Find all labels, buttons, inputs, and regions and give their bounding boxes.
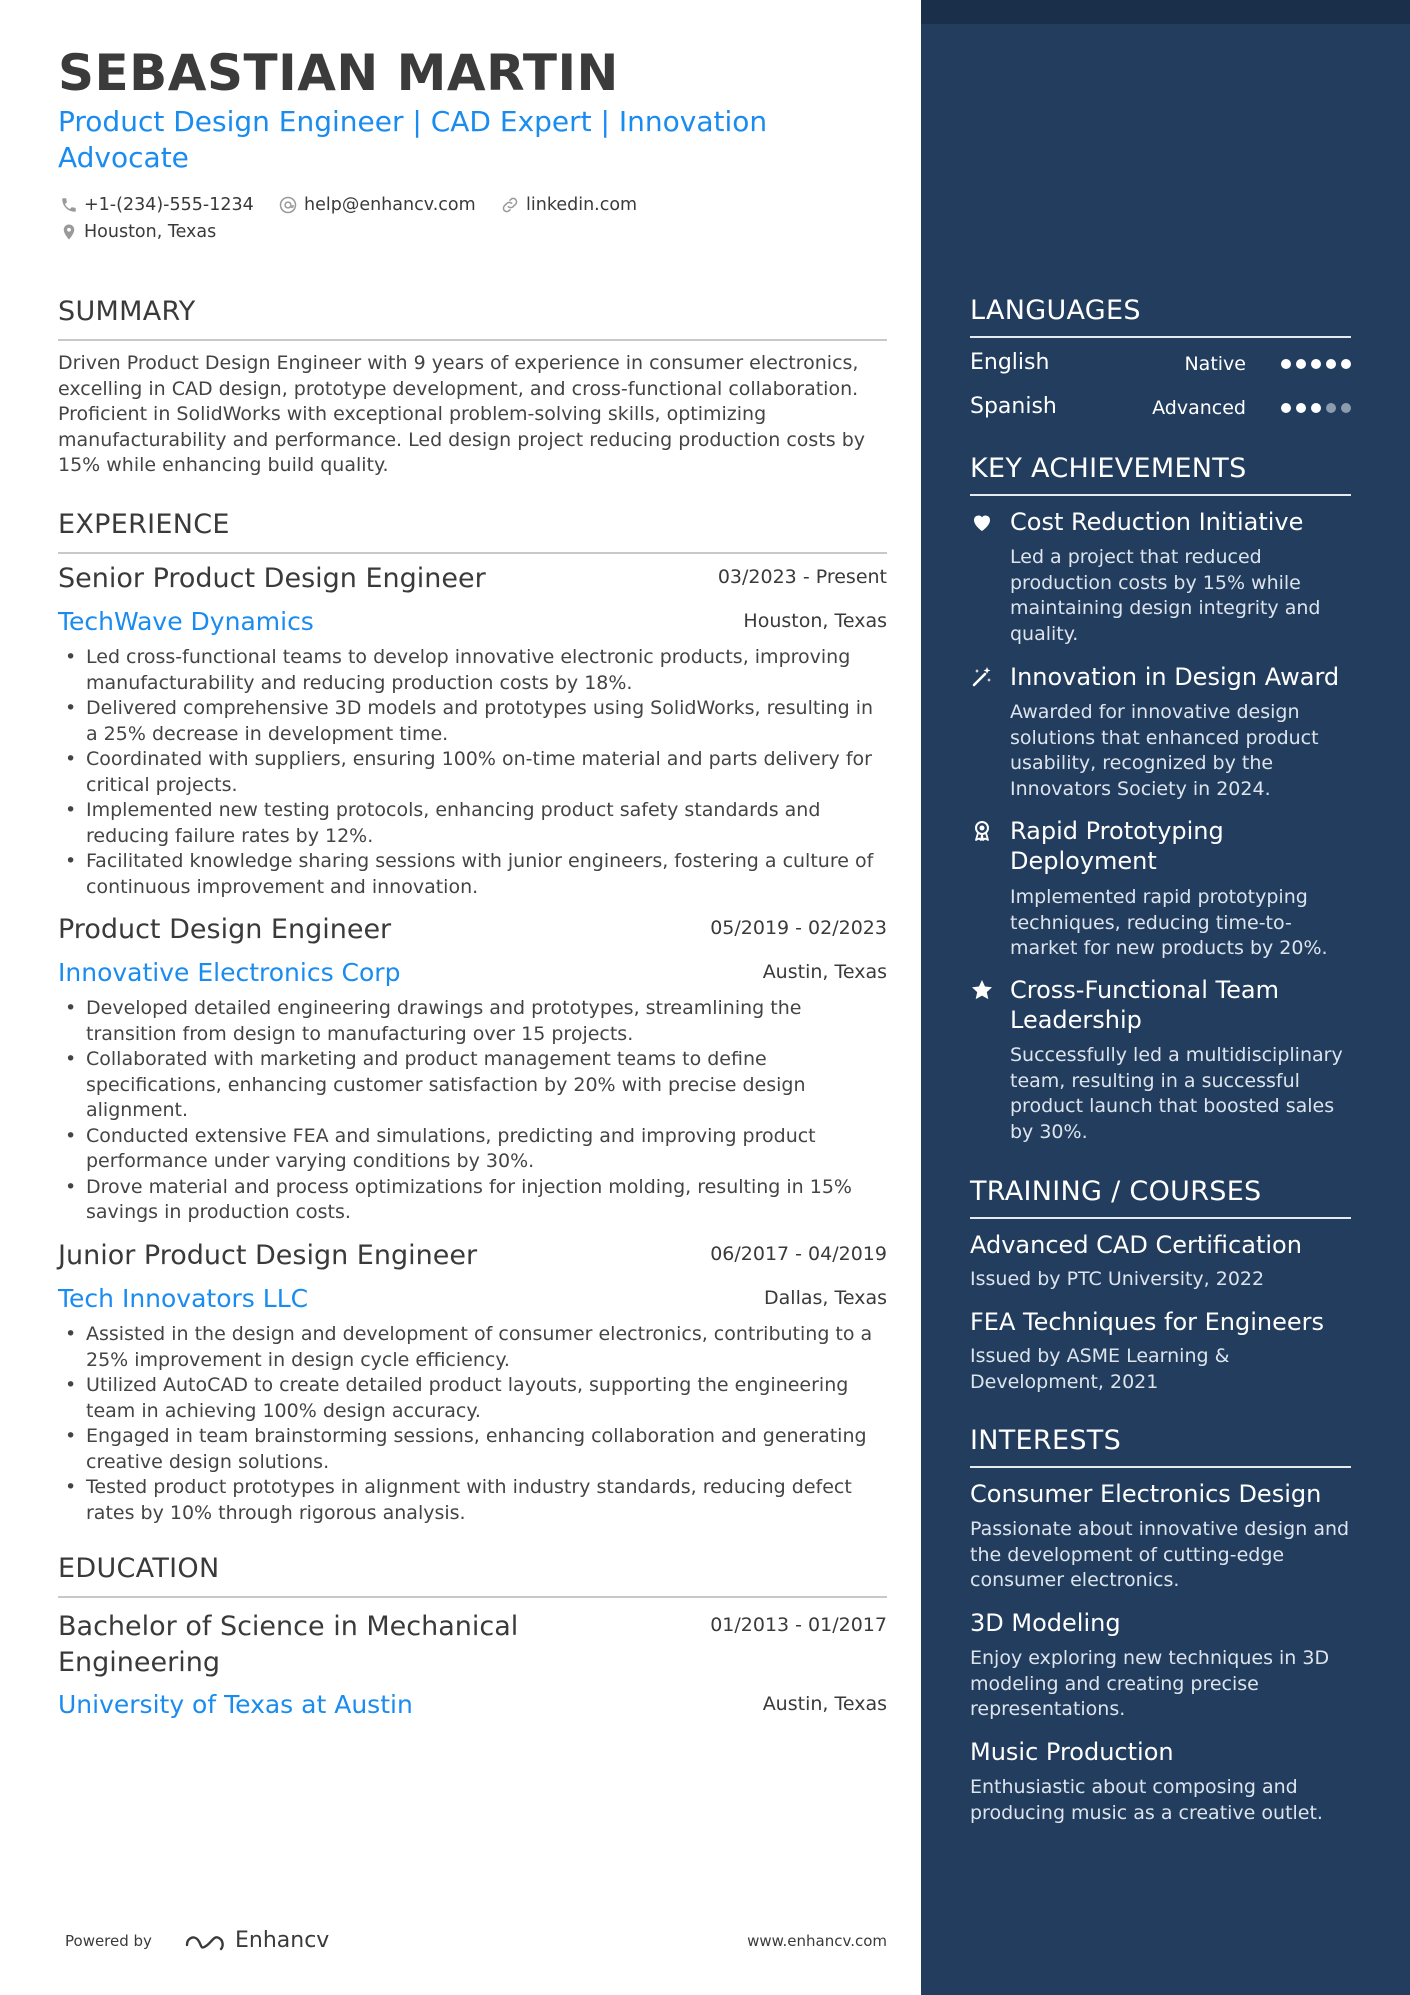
star-icon: [970, 978, 994, 1002]
sidebar: [921, 0, 1410, 1995]
school-name[interactable]: University of Texas at Austin: [58, 1690, 413, 1719]
email-text: help@enhancv.com: [304, 195, 476, 215]
at-icon: [278, 195, 298, 215]
interest-title: Consumer Electronics Design: [970, 1480, 1322, 1508]
job-dates: 06/2017 - 04/2019: [710, 1243, 887, 1265]
language-level: Native: [1184, 353, 1246, 375]
heart-icon: [970, 510, 994, 534]
achievement-desc: Implemented rapid prototyping techniques, reducing time-to-market for new products by 20%.: [1010, 886, 1328, 959]
language-rating: [1281, 403, 1351, 413]
candidate-name: SEBASTIAN MARTIN: [58, 44, 619, 102]
contact-linkedin[interactable]: [500, 195, 637, 215]
experience-heading: EXPERIENCE: [58, 509, 887, 554]
job-location: Houston, Texas: [743, 610, 887, 632]
achievement-title: Cross-Functional Team Leadership: [1010, 976, 1279, 1034]
linkedin-text: linkedin.com: [526, 195, 638, 215]
education-heading: EDUCATION: [58, 1553, 887, 1598]
sidebar-top-strip: [921, 0, 1410, 24]
job-bullets: [58, 645, 887, 900]
rating-dot-filled: [1311, 359, 1321, 369]
location-text: Houston, Texas: [84, 222, 217, 242]
list-item: • Assisted in the design and development of consumer electronics, contributing to a 25% improvement in design cycle efficiency.: [58, 1322, 887, 1373]
interest-desc: Enjoy exploring new techniques in 3D modeling and creating precise representations.: [970, 1647, 1330, 1720]
company-name[interactable]: TechWave Dynamics: [58, 607, 314, 636]
course-title: Advanced CAD Certification: [970, 1231, 1302, 1259]
rating-dot-filled: [1281, 403, 1291, 413]
rating-dot-filled: [1296, 359, 1306, 369]
rating-dot-filled: [1281, 359, 1291, 369]
location-pin-icon: [60, 222, 78, 242]
achievements-heading: KEY ACHIEVEMENTS: [970, 453, 1351, 496]
headline: Product Design Engineer | CAD Expert | Innovation Advocate: [58, 105, 768, 174]
summary-text: Driven Product Design Engineer with 9 years of experience in consumer electronics, excelling in CAD design, prototype development, and cross-functional collaboration. Proficient in SolidWorks with exceptional problem-solving skills, optimizing manufacturability and performance. Led design project reducing production costs by 15% while enhancing build quality.: [58, 352, 866, 476]
list-item: • Delivered comprehensive 3D models and prototypes using SolidWorks, resulting in a 25% decrease in development time.: [58, 696, 887, 747]
education-dates: 01/2013 - 01/2017: [710, 1614, 887, 1636]
degree-title: Bachelor of Science in Mechanical Engineering: [58, 1611, 519, 1678]
rating-dot-empty: [1326, 403, 1336, 413]
list-item: • Led cross-functional teams to develop innovative electronic products, improving manufacturability and reducing production costs by 18%.: [58, 645, 887, 696]
link-icon: [500, 195, 520, 215]
language-row: [970, 394, 1351, 424]
achievement-desc: Awarded for innovative design solutions that enhanced product usability, recognized by the Innovators Society in 2024.: [1010, 701, 1319, 800]
company-name[interactable]: Innovative Electronics Corp: [58, 958, 401, 987]
achievement-title: Cost Reduction Initiative: [1010, 508, 1304, 536]
contact-phone[interactable]: [60, 195, 254, 215]
education-location: Austin, Texas: [762, 1693, 887, 1715]
powered-by-label: Powered by: [65, 1932, 152, 1950]
interest-title: Music Production: [970, 1738, 1174, 1766]
job-location: Dallas, Texas: [764, 1287, 887, 1309]
enhancv-logo-icon: [183, 1929, 229, 1953]
language-row: [970, 350, 1351, 380]
main-column: [58, 0, 887, 1995]
award-ribbon-icon: [970, 819, 994, 843]
list-item: • Conducted extensive FEA and simulations, predicting and improving product performance under varying conditions by 30%.: [58, 1124, 887, 1175]
phone-icon: [60, 196, 78, 214]
contact-email[interactable]: [278, 195, 476, 215]
interests-heading: INTERESTS: [970, 1425, 1351, 1468]
interest-desc: Enthusiastic about composing and producing music as a creative outlet.: [970, 1776, 1323, 1824]
company-name[interactable]: Tech Innovators LLC: [58, 1284, 309, 1313]
achievement-desc: Successfully led a multidisciplinary team, resulting in a successful product launch that boosted sales by 30%.: [1010, 1044, 1343, 1143]
rating-dot-empty: [1341, 403, 1351, 413]
footer-url[interactable]: www.enhancv.com: [747, 1932, 887, 1950]
enhancv-logo[interactable]: [183, 1928, 329, 1953]
contact-location: [60, 222, 216, 242]
rating-dot-filled: [1341, 359, 1351, 369]
training-heading: TRAINING / COURSES: [970, 1176, 1351, 1219]
languages-heading: LANGUAGES: [970, 295, 1351, 338]
language-name: English: [970, 350, 1050, 375]
list-item: • Collaborated with marketing and product management teams to define specifications, enhancing customer satisfaction by 20% with precise design alignment.: [58, 1047, 887, 1124]
job-bullets: [58, 1322, 887, 1526]
phone-text: +1-(234)-555-1234: [84, 195, 254, 215]
list-item: • Tested product prototypes in alignment with industry standards, reducing defect rates by 10% through rigorous analysis.: [58, 1475, 887, 1526]
achievement-desc: Led a project that reduced production costs by 15% while maintaining design integrity and quality.: [1010, 546, 1321, 645]
list-item: • Drove material and process optimizations for injection molding, resulting in 15% savings in production costs.: [58, 1175, 887, 1226]
list-item: • Utilized AutoCAD to create detailed product layouts, supporting the engineering team in achieving 100% design accuracy.: [58, 1373, 887, 1424]
interest-title: 3D Modeling: [970, 1609, 1121, 1637]
enhancv-brand: Enhancv: [235, 1928, 330, 1953]
job-location: Austin, Texas: [762, 961, 887, 983]
job-title: Senior Product Design Engineer: [58, 563, 486, 594]
interest-desc: Passionate about innovative design and the development of cutting-edge consumer electronics.: [970, 1518, 1350, 1591]
summary-heading: SUMMARY: [58, 296, 887, 341]
list-item: • Facilitated knowledge sharing sessions with junior engineers, fostering a culture of continuous improvement and innovation.: [58, 849, 887, 900]
course-title: FEA Techniques for Engineers: [970, 1308, 1325, 1336]
job-dates: 05/2019 - 02/2023: [710, 917, 887, 939]
job-dates: 03/2023 - Present: [717, 566, 887, 588]
magic-wand-icon: [970, 665, 994, 689]
rating-dot-filled: [1296, 403, 1306, 413]
course-desc: Issued by ASME Learning & Development, 2021: [970, 1345, 1230, 1393]
language-name: Spanish: [970, 394, 1057, 419]
list-item: • Developed detailed engineering drawings and prototypes, streamlining the transition from design to manufacturing over 15 projects.: [58, 996, 887, 1047]
achievement-title: Innovation in Design Award: [1010, 663, 1340, 691]
language-level: Advanced: [1152, 397, 1246, 419]
job-title: Junior Product Design Engineer: [58, 1240, 478, 1271]
job-title: Product Design Engineer: [58, 914, 392, 945]
rating-dot-filled: [1311, 403, 1321, 413]
list-item: • Implemented new testing protocols, enhancing product safety standards and reducing failure rates by 12%.: [58, 798, 887, 849]
list-item: • Engaged in team brainstorming sessions, enhancing collaboration and generating creative design solutions.: [58, 1424, 887, 1475]
language-rating: [1281, 359, 1351, 369]
job-bullets: [58, 996, 887, 1226]
course-desc: Issued by PTC University, 2022: [970, 1268, 1265, 1290]
rating-dot-filled: [1326, 359, 1336, 369]
list-item: • Coordinated with suppliers, ensuring 100% on-time material and parts delivery for critical projects.: [58, 747, 887, 798]
achievement-title: Rapid Prototyping Deployment: [1010, 817, 1224, 875]
